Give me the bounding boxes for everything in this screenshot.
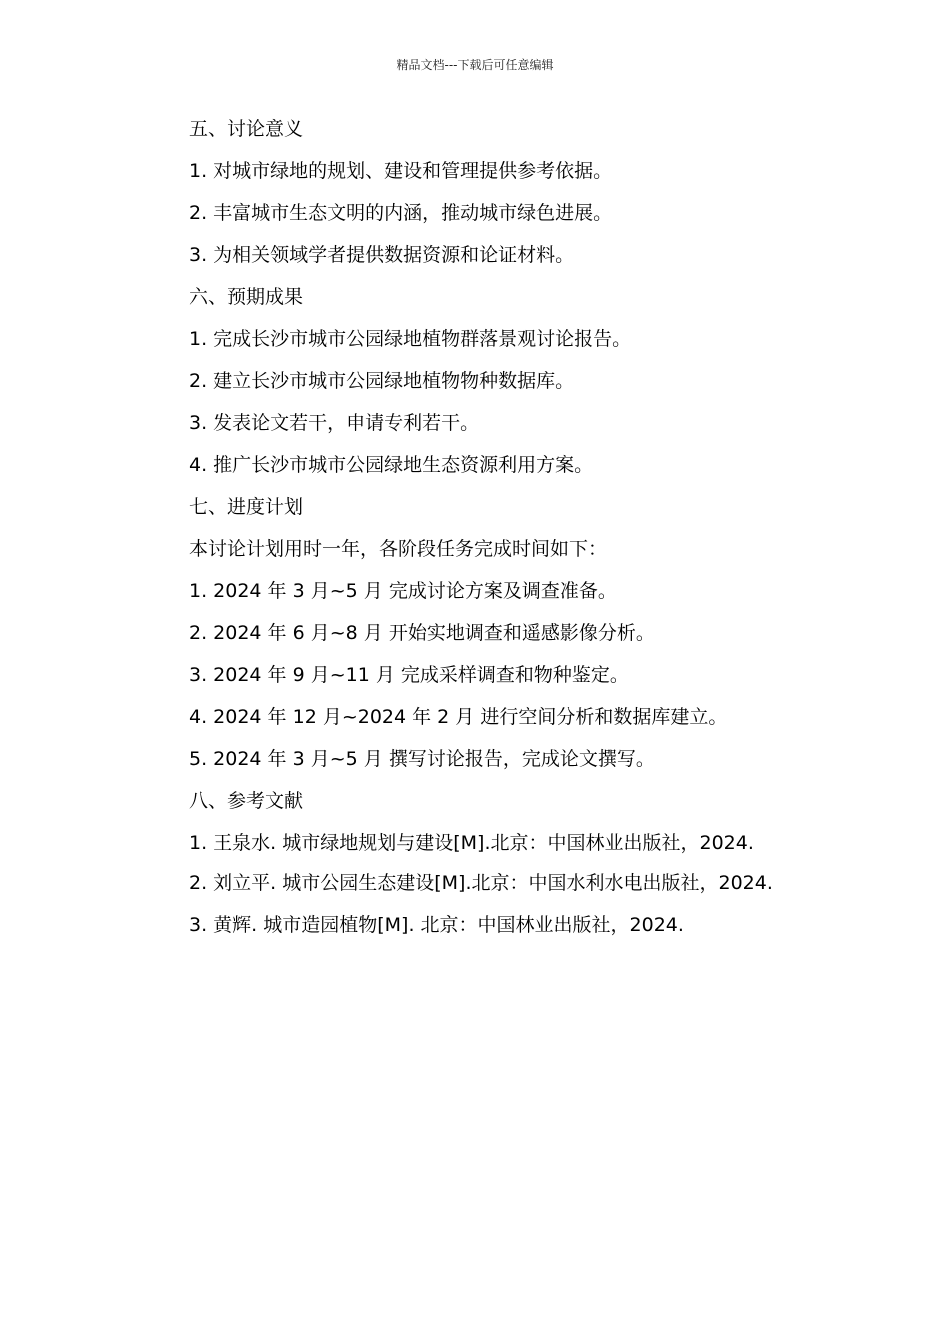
list-item: 1. 对城市绿地的规划、建设和管理提供参考依据。: [189, 160, 613, 182]
list-item: 3. 为相关领域学者提供数据资源和论证材料。: [189, 244, 575, 266]
list-item: 2. 丰富城市生态文明的内涵，推动城市绿色进展。: [189, 202, 613, 224]
section-heading: 五、讨论意义: [189, 118, 304, 140]
list-item: 2. 建立长沙市城市公园绿地植物物种数据库。: [189, 370, 575, 392]
section-heading: 八、参考文献: [189, 790, 304, 812]
list-item: 3. 2024 年 9 月~11 月 完成采样调查和物种鉴定。: [189, 664, 629, 686]
list-item: 1. 完成长沙市城市公园绿地植物群落景观讨论报告。: [189, 328, 632, 350]
paragraph: 本讨论计划用时一年，各阶段任务完成时间如下：: [189, 538, 608, 560]
section-heading: 六、预期成果: [189, 286, 304, 308]
reference-item: 3. 黄辉. 城市造园植物[M]. 北京：中国林业出版社，2024.: [189, 914, 684, 936]
section-heading: 七、进度计划: [189, 496, 304, 518]
list-item: 2. 2024 年 6 月~8 月 开始实地调查和遥感影像分析。: [189, 622, 655, 644]
page-header: 精品文档---下载后可任意编辑: [396, 58, 554, 72]
list-item: 1. 2024 年 3 月~5 月 完成讨论方案及调查准备。: [189, 580, 617, 602]
reference-item: 1. 王泉水. 城市绿地规划与建设[M].北京：中国林业出版社，2024.: [189, 832, 754, 854]
list-item: 4. 推广长沙市城市公园绿地生态资源利用方案。: [189, 454, 594, 476]
list-item: 4. 2024 年 12 月~2024 年 2 月 进行空间分析和数据库建立。: [189, 706, 728, 728]
document-body: [144, 115, 824, 953]
reference-item: 2. 刘立平. 城市公园生态建设[M].北京：中国水利水电出版社，2024.: [189, 872, 773, 894]
list-item: 3. 发表论文若干，申请专利若干。: [189, 412, 480, 434]
list-item: 5. 2024 年 3 月~5 月 撰写讨论报告，完成论文撰写。: [189, 748, 655, 770]
